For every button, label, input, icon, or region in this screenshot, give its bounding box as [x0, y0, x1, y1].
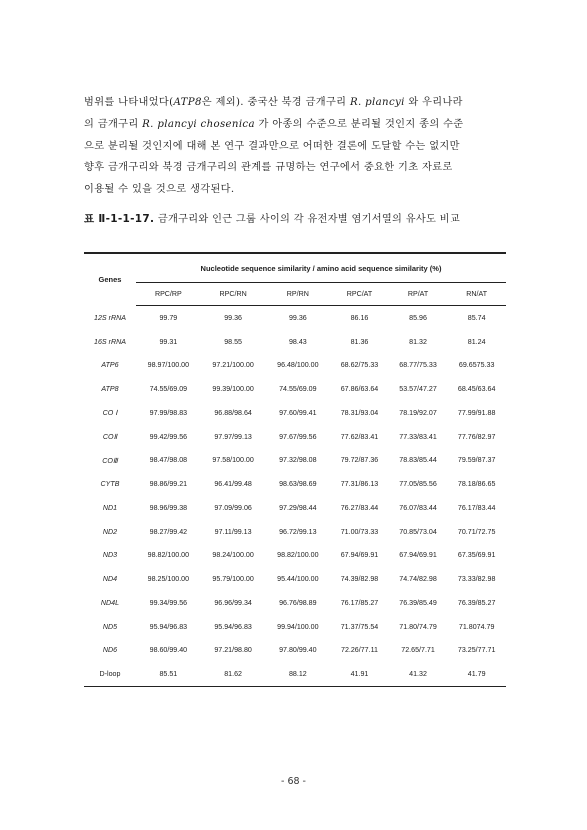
column-header: RP/AT	[389, 283, 448, 306]
gene-name-cell: ND5	[102, 622, 118, 631]
similarity-value-cell: 99.42/99.56	[149, 432, 188, 441]
page-number: - 68 -	[281, 776, 306, 787]
similarity-value-cell: 97.67/99.56	[279, 432, 317, 441]
similarity-value-cell: 95.79/100.00	[212, 575, 254, 584]
similarity-value-cell: 67.94/69.91	[340, 551, 379, 560]
similarity-value-cell: 78.31/93.04	[340, 408, 379, 417]
similarity-value-cell: 76.17/85.27	[340, 598, 379, 607]
similarity-value-cell: 98.96/99.38	[149, 503, 188, 512]
similarity-value-cell: 99.34/99.56	[149, 598, 188, 607]
gene-name-cell: ATP6	[101, 361, 119, 370]
table-row	[84, 377, 506, 401]
similarity-value-cell: 41.91	[330, 662, 389, 686]
similarity-value-cell: 71.80/74.79	[399, 622, 437, 631]
column-header: RPC/RP	[136, 283, 201, 306]
similarity-value-cell: 97.80/99.40	[279, 646, 317, 655]
table-row	[84, 520, 506, 544]
similarity-value-cell: 98.82/100.00	[277, 551, 319, 560]
table-row	[84, 639, 506, 663]
paragraph-line-2: 의 금개구리 R. plancyi chosenica 가 아종의 수준으로 분리될 것인지 종의 수준	[84, 118, 464, 130]
table-row	[84, 449, 506, 473]
similarity-value-cell: 77.99/91.88	[457, 408, 496, 417]
table-row	[84, 354, 506, 378]
similarity-value-cell: 97.60/99.41	[279, 408, 317, 417]
similarity-value-cell: 78.18/86.65	[457, 480, 496, 489]
table-row	[84, 567, 506, 591]
similarity-value-cell: 86.16	[350, 313, 369, 322]
paragraph-line-1: 범위를 나타내었다(ATP8은 제외). 중국산 북경 금개구리 R. plancyi 와 우리나라	[84, 97, 463, 108]
table-caption	[84, 210, 504, 229]
similarity-value-cell: 78.83/85.44	[399, 456, 437, 465]
table-row	[84, 425, 506, 449]
gene-name-cell: ND3	[102, 551, 118, 560]
paragraph-line-4: 향후 금개구리와 북경 금개구리의 관계를 규명하는 연구에서 중요한 기초 자료로	[84, 162, 453, 174]
similarity-value-cell: 95.94/96.83	[149, 622, 188, 631]
similarity-value-cell: 99.39/100.00	[212, 385, 254, 394]
table-row	[84, 615, 506, 639]
similarity-value-cell: 98.25/100.00	[147, 575, 190, 584]
similarity-value-cell: 81.62	[201, 662, 266, 686]
similarity-value-cell: 97.29/98.44	[279, 503, 317, 512]
table-caption-text: 금개구리와 인근 그룹 사이의 각 유전자별 염기서열의 유사도 비교	[154, 214, 460, 225]
similarity-value-cell: 70.85/73.04	[399, 527, 437, 536]
similarity-value-cell: 73.33/82.98	[457, 575, 496, 584]
gene-name-cell: CYTB	[100, 480, 120, 489]
table-row	[84, 591, 506, 615]
table-caption-label: 표 Ⅱ-1-1-17.	[84, 213, 155, 225]
similarity-value-cell: 98.43	[288, 337, 307, 346]
column-header: RP/RN	[265, 283, 330, 306]
similarity-value-cell: 74.74/82.98	[399, 575, 437, 584]
similarity-value-cell: 76.27/83.44	[340, 503, 379, 512]
similarity-value-cell: 79.72/87.36	[340, 456, 379, 465]
similarity-value-cell: 81.32	[409, 337, 427, 346]
gene-name-cell: ND4L	[100, 598, 120, 607]
gene-name-cell: COⅢ	[102, 456, 118, 465]
similarity-value-cell: 73.25/77.71	[457, 646, 496, 655]
similarity-value-cell: 99.31	[159, 337, 178, 346]
table-row	[84, 662, 506, 686]
similarity-span-header: Nucleotide sequence similarity / amino acid sequence similarity (%)	[136, 253, 506, 283]
similarity-value-cell: 99.94/100.00	[277, 622, 319, 631]
similarity-value-cell: 68.62/75.33	[340, 361, 379, 370]
table-row	[84, 330, 506, 354]
similarity-value-cell: 68.45/63.64	[457, 385, 496, 394]
similarity-value-cell: 74.55/69.09	[279, 385, 317, 394]
similarity-value-cell: 81.36	[350, 337, 369, 346]
similarity-value-cell: 99.79	[159, 313, 178, 322]
table-row	[84, 544, 506, 568]
similarity-value-cell: 41.32	[389, 662, 448, 686]
similarity-value-cell: 81.24	[467, 337, 486, 346]
similarity-value-cell: 77.33/83.41	[399, 432, 437, 441]
similarity-value-cell: 96.76/98.89	[279, 598, 317, 607]
similarity-value-cell: 71.8074.79	[458, 622, 495, 631]
similarity-value-cell: 69.6575.33	[458, 361, 495, 370]
gene-name-cell: ND4	[102, 575, 118, 584]
similarity-value-cell: 96.72/99.13	[279, 527, 317, 536]
similarity-value-cell: 79.59/87.37	[457, 456, 496, 465]
similarity-value-cell: 67.86/63.64	[340, 385, 379, 394]
similarity-value-cell: 77.05/85.56	[399, 480, 437, 489]
similarity-value-cell: 72.65/7.71	[401, 646, 435, 655]
similarity-value-cell: 98.55	[224, 337, 242, 346]
similarity-value-cell: 74.39/82.98	[340, 575, 379, 584]
similarity-value-cell: 95.44/100.00	[277, 575, 319, 584]
table-row	[84, 496, 506, 520]
similarity-value-cell: 53.57/47.27	[399, 385, 437, 394]
similarity-value-cell: 78.19/92.07	[399, 408, 437, 417]
similarity-value-cell: 70.71/72.75	[457, 527, 496, 536]
similarity-value-cell: 96.48/100.00	[277, 361, 319, 370]
similarity-value-cell: 98.97/100.00	[147, 361, 190, 370]
similarity-value-cell: 77.31/86.13	[340, 480, 379, 489]
similarity-value-cell: 98.47/98.08	[149, 456, 188, 465]
gene-name-cell: ND1	[102, 503, 118, 512]
similarity-value-cell: 85.96	[409, 313, 427, 322]
similarity-value-cell: 88.12	[265, 662, 330, 686]
similarity-value-cell: 95.94/96.83	[214, 622, 252, 631]
gene-name-cell: 12S rRNA	[94, 313, 126, 322]
similarity-table	[84, 252, 506, 687]
gene-name-cell: ATP8	[101, 385, 119, 394]
similarity-value-cell: 98.82/100.00	[147, 551, 190, 560]
similarity-value-cell: 76.39/85.27	[457, 598, 496, 607]
similarity-value-cell: 98.60/99.40	[149, 646, 188, 655]
similarity-value-cell: 99.36	[224, 313, 242, 322]
similarity-value-cell: 97.97/99.13	[214, 432, 252, 441]
gene-name-cell: ND2	[102, 527, 118, 536]
column-header: RN/AT	[447, 283, 506, 306]
similarity-value-cell: 99.36	[288, 313, 307, 322]
similarity-value-cell: 67.94/69.91	[399, 551, 437, 560]
genes-column-header: Genes	[84, 253, 136, 306]
similarity-value-cell: 98.27/99.42	[149, 527, 188, 536]
similarity-value-cell: 85.74	[467, 313, 486, 322]
similarity-value-cell: 97.21/98.80	[214, 646, 252, 655]
similarity-value-cell: 97.11/99.13	[214, 527, 252, 536]
similarity-value-cell: 77.62/83.41	[340, 432, 379, 441]
similarity-value-cell: 96.96/99.34	[214, 598, 252, 607]
similarity-value-cell: 77.76/82.97	[457, 432, 496, 441]
similarity-value-cell: 98.24/100.00	[212, 551, 254, 560]
similarity-value-cell: 76.39/85.49	[399, 598, 437, 607]
gene-name-cell: D-loop	[84, 662, 136, 686]
gene-name-cell: ND6	[102, 646, 118, 655]
gene-name-cell: 16S rRNA	[94, 337, 126, 346]
similarity-value-cell: 74.55/69.09	[149, 385, 188, 394]
similarity-value-cell: 96.41/99.48	[214, 480, 252, 489]
similarity-value-cell: 68.77/75.33	[399, 361, 437, 370]
column-header: RPC/RN	[201, 283, 266, 306]
similarity-value-cell: 97.99/98.83	[149, 408, 188, 417]
similarity-value-cell: 72.26/77.11	[341, 646, 378, 655]
similarity-value-cell: 97.32/98.08	[279, 456, 317, 465]
paragraph-line-3: 으로 분리될 것인지에 대해 본 연구 결과만으로 어떠한 결론에 도달할 수는 없지만	[84, 140, 460, 152]
table-row	[84, 472, 506, 496]
paragraph-line-5: 이용될 수 있을 것으로 생각된다.	[84, 184, 235, 196]
similarity-value-cell: 71.37/75.54	[340, 622, 379, 631]
similarity-value-cell: 96.88/98.64	[214, 408, 252, 417]
similarity-value-cell: 85.51	[136, 662, 201, 686]
similarity-value-cell: 97.58/100.00	[212, 456, 254, 465]
similarity-value-cell: 41.79	[447, 662, 506, 686]
similarity-value-cell: 76.17/83.44	[457, 503, 496, 512]
similarity-value-cell: 98.86/99.21	[149, 480, 188, 489]
table-row	[84, 401, 506, 425]
gene-name-cell: COⅡ	[102, 433, 118, 442]
body-paragraph	[84, 92, 504, 201]
similarity-value-cell: 71.00/73.33	[340, 527, 379, 536]
column-header: RPC/AT	[330, 283, 389, 306]
similarity-value-cell: 76.07/83.44	[399, 503, 437, 512]
gene-name-cell: CO Ⅰ	[102, 409, 118, 418]
similarity-value-cell: 98.63/98.69	[279, 480, 317, 489]
similarity-value-cell: 97.09/99.06	[214, 503, 252, 512]
similarity-value-cell: 67.35/69.91	[457, 551, 496, 560]
similarity-value-cell: 97.21/100.00	[212, 361, 254, 370]
table-row	[84, 306, 506, 330]
